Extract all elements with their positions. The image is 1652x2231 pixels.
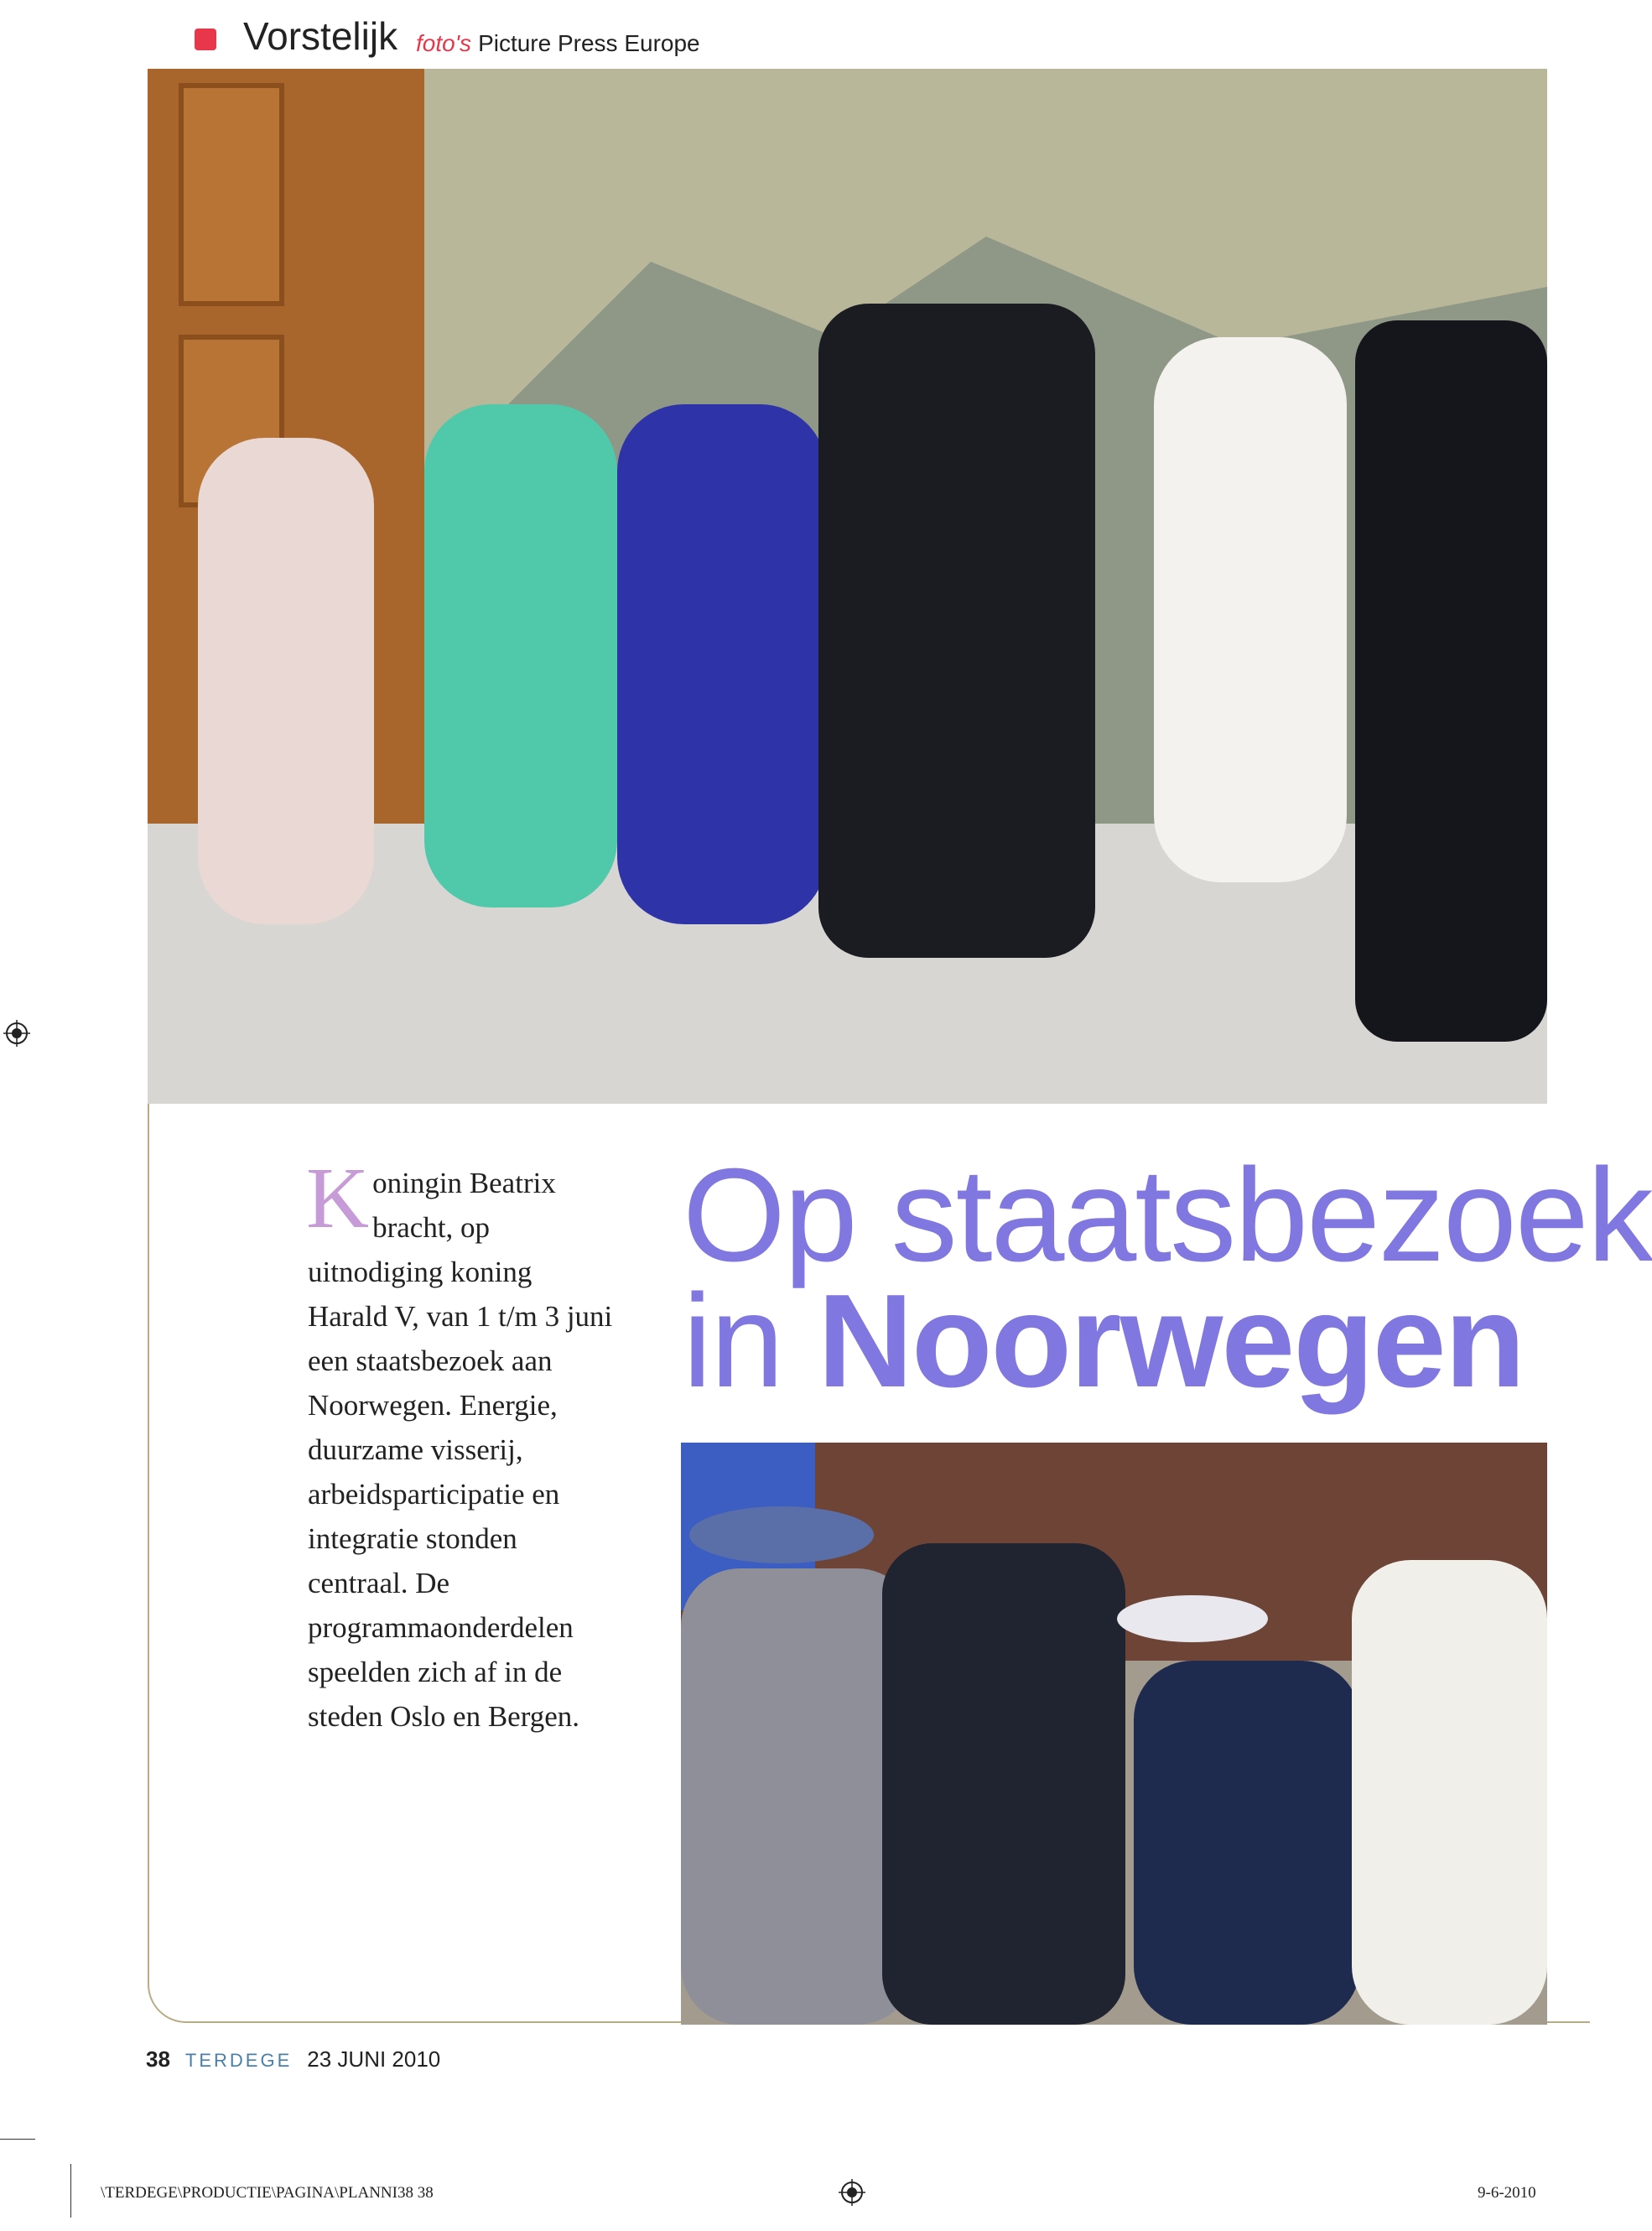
section-marker [195, 29, 216, 50]
hat [689, 1506, 874, 1563]
figure-4 [1352, 1560, 1547, 2025]
group-portrait-illustration [148, 69, 1547, 1104]
magazine-name: TERDEGE [184, 2050, 293, 2071]
figure-1 [198, 438, 374, 924]
headline-line-2 [683, 1267, 1525, 1415]
page-footer [146, 2046, 440, 2072]
headline-line-2-prefix: in [683, 1267, 818, 1415]
figure-4 [818, 304, 1095, 958]
headline-line-1: Op staatsbezoek [683, 1142, 1652, 1289]
door-panel [181, 86, 282, 304]
figure-5 [1154, 337, 1347, 882]
crowd-photo-illustration [681, 1443, 1547, 2025]
bottom-photo [681, 1443, 1547, 2025]
slug-date: 9-6-2010 [1478, 2184, 1536, 2202]
hat [1117, 1595, 1268, 1642]
drop-cap: K [306, 1150, 370, 1246]
headline-line-2-bold: Noorwegen [817, 1267, 1525, 1415]
figure-1 [681, 1568, 916, 2025]
figure-3 [617, 404, 827, 924]
figure-6 [1355, 320, 1547, 1042]
intro-paragraph [306, 1150, 618, 1739]
photo-credit [416, 30, 700, 57]
registration-mark-icon [3, 1020, 30, 1047]
photo-credit-source: Picture Press Europe [478, 30, 700, 56]
registration-mark-icon [839, 2179, 865, 2206]
section-title: Vorstelijk [243, 14, 398, 58]
photo-credit-label: foto's [416, 30, 472, 56]
crop-mark [0, 2139, 35, 2140]
figure-2 [424, 404, 617, 907]
figure-2 [882, 1543, 1125, 2025]
slug-path: \TERDEGE\PRODUCTIE\PAGINA\PLANNI38 38 [101, 2184, 434, 2202]
figure-3 [1134, 1661, 1360, 2025]
issue-date: 23 JUNI 2010 [307, 2046, 441, 2072]
intro-text: oningin Beatrix bracht, op uitnodiging koning Harald V, van 1 t/m 3 juni een staatsbezoek aan Noorwegen. Energie, duurzame visserij, arbeidsparticipatie en integratie stonden centraal. De programmaonderdelen speelden zich af in de steden Oslo en Bergen. [308, 1167, 613, 1733]
crop-mark [70, 2164, 71, 2218]
page-number: 38 [146, 2046, 170, 2072]
top-photo [148, 69, 1547, 1104]
